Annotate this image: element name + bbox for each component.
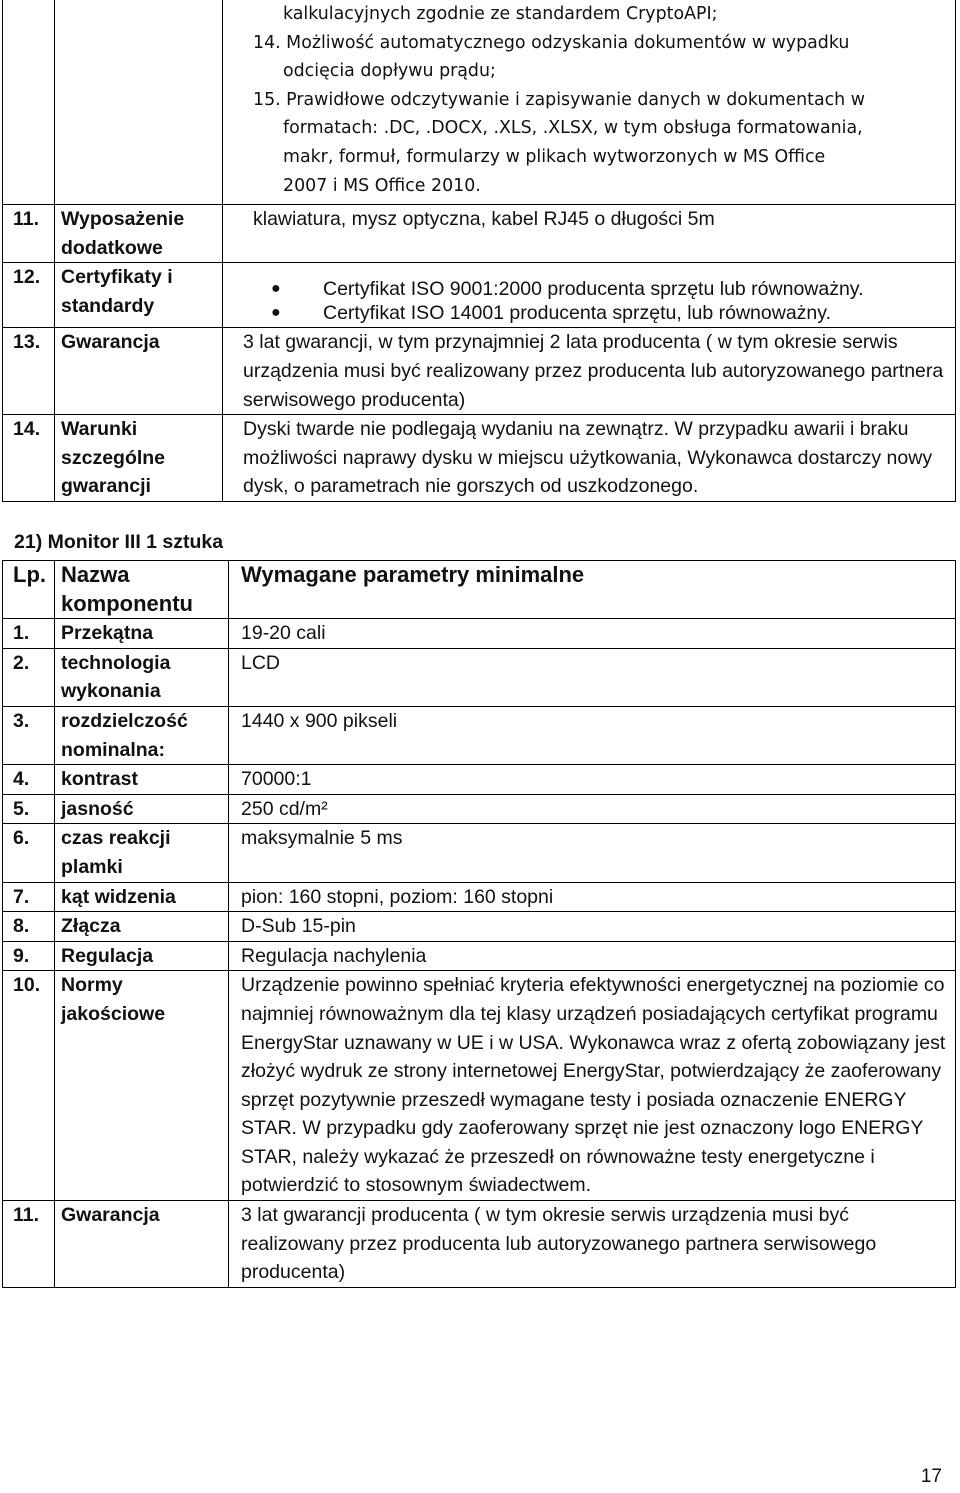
- bullet-icon: ●: [271, 304, 281, 322]
- row-value: 3 lat gwarancji producenta ( w tym okresie serwis urządzenia musi być realizowany przez producenta lub autoryzowanego partnera serwisowego producenta): [229, 1201, 956, 1288]
- row-name: Gwarancja: [55, 1201, 229, 1288]
- page-number: 17: [920, 1466, 942, 1487]
- text-line: formatach: .DC, .DOCX, .XLS, .XLSX, w tym obsługa formatowania,: [283, 118, 863, 139]
- row-number: 13.: [3, 328, 55, 415]
- table-row: [3, 619, 956, 649]
- text-line: makr, formuł, formularzy w plikach wytworzonych w MS Office: [283, 146, 826, 167]
- row-name: jasność: [55, 794, 229, 824]
- table-header-row: [3, 561, 956, 619]
- table-row: [3, 882, 956, 912]
- section-title: 21) Monitor III 1 sztuka: [14, 531, 224, 553]
- row-name: rozdzielczość nominalna:: [55, 706, 229, 764]
- row-name: Gwarancja: [55, 328, 223, 415]
- table-row: [3, 912, 956, 942]
- row-value: 1440 x 900 pikseli: [229, 706, 956, 764]
- row-value: 19-20 cali: [229, 619, 956, 649]
- row-value: 250 cd/m²: [229, 794, 956, 824]
- row-number: 14.: [3, 415, 55, 502]
- row-number: 8.: [3, 912, 55, 942]
- certificate-list: [253, 263, 951, 327]
- empty-num-cell: [3, 0, 55, 205]
- row-name: Złącza: [55, 912, 229, 942]
- table-row: [3, 794, 956, 824]
- header-requirements: Wymagane parametry minimalne: [229, 561, 956, 619]
- row-value: [223, 263, 956, 328]
- row-value: klawiatura, mysz optyczna, kabel RJ45 o długości 5m: [223, 205, 956, 263]
- row-number: 1.: [3, 619, 55, 649]
- row-number: 11.: [3, 1201, 55, 1288]
- header-name: Nazwa komponentu: [55, 561, 229, 619]
- row-number: 2.: [3, 648, 55, 706]
- row-value: Urządzenie powinno spełniać kryteria efektywności energetycznej na poziomie co najmniej równoważnym dla tej klasy urządzeń posiadających certyfikat programu EnergyStar uznawany w UE i w USA. Wykonawca wraz z ofertą zobowiązany jest złożyć wydruk ze strony internetowej EnergyStar, potwierdzający że zaoferowany sprzęt pozytywnie przeszedł wymagane testy i posiada oznaczenie ENERGY STAR. W przypadku gdy zaoferowany sprzęt nie jest oznaczony logo ENERGY STAR, należy wykazać że przeszedł on równoważne testy energetyczne i potwierdzić to stosownym świadectwem.: [229, 971, 956, 1201]
- row-name: Przekątna: [55, 619, 229, 649]
- row-value: pion: 160 stopni, poziom: 160 stopni: [229, 882, 956, 912]
- monitor-spec-table: [2, 560, 956, 1288]
- row-name: czas reakcji plamki: [55, 824, 229, 882]
- row-number: 3.: [3, 706, 55, 764]
- row-value: 3 lat gwarancji, w tym przynajmniej 2 lata producenta ( w tym okresie serwis urządzenia musi być realizowany przez producenta lub autoryzowanego partnera serwisowego producenta): [223, 328, 956, 415]
- row-number: 4.: [3, 765, 55, 795]
- text-line: 15. Prawidłowe odczytywanie i zapisywanie danych w dokumentach w: [253, 89, 865, 110]
- row-number: 5.: [3, 794, 55, 824]
- table-row: [3, 706, 956, 764]
- row-number: 10.: [3, 971, 55, 1201]
- table-row: [3, 765, 956, 795]
- table-row: [3, 971, 956, 1201]
- table-row: [3, 205, 956, 263]
- row-value: maksymalnie 5 ms: [229, 824, 956, 882]
- list-item-text: Certyfikat ISO 14001 producenta sprzętu, lub równoważny.: [323, 302, 831, 325]
- empty-name-cell: [55, 0, 223, 205]
- row-name: Regulacja: [55, 941, 229, 971]
- list-item-text: Certyfikat ISO 9001:2000 producenta sprzętu lub równoważny.: [323, 278, 864, 301]
- spec-table-continued: [2, 0, 956, 502]
- table-row: [3, 648, 956, 706]
- row-name: kąt widzenia: [55, 882, 229, 912]
- row-name: kontrast: [55, 765, 229, 795]
- table-row: [3, 263, 956, 328]
- row-value: Regulacja nachylenia: [229, 941, 956, 971]
- text-line: kalkulacyjnych zgodnie ze standardem CryptoAPI;: [283, 4, 718, 24]
- bullet-icon: ●: [271, 280, 281, 298]
- row-name: Wyposażenie dodatkowe: [55, 205, 223, 263]
- row-name: Certyfikaty i standardy: [55, 263, 223, 328]
- row-number: 9.: [3, 941, 55, 971]
- row-value: D-Sub 15-pin: [229, 912, 956, 942]
- table-row: [3, 0, 956, 205]
- continuation-cell: [223, 0, 956, 205]
- table-row: [3, 1201, 956, 1288]
- list-item: [253, 301, 951, 325]
- table-row: [3, 941, 956, 971]
- row-name: technologia wykonania: [55, 648, 229, 706]
- row-number: 11.: [3, 205, 55, 263]
- table-row: [3, 328, 956, 415]
- text-line: odcięcia dopływu prądu;: [283, 61, 496, 82]
- table-row: [3, 415, 956, 502]
- table-row: [3, 824, 956, 882]
- list-item: [253, 277, 951, 301]
- row-number: 7.: [3, 882, 55, 912]
- text-line: 2007 i MS Office 2010.: [283, 175, 481, 196]
- header-lp: Lp.: [3, 561, 55, 619]
- row-number: 6.: [3, 824, 55, 882]
- row-value: 70000:1: [229, 765, 956, 795]
- row-number: 12.: [3, 263, 55, 328]
- row-value: LCD: [229, 648, 956, 706]
- row-name: Warunki szczególne gwarancji: [55, 415, 223, 502]
- text-line: 14. Możliwość automatycznego odzyskania dokumentów w wypadku: [253, 32, 850, 53]
- row-name: Normy jakościowe: [55, 971, 229, 1201]
- row-value: Dyski twarde nie podlegają wydaniu na zewnątrz. W przypadku awarii i braku możliwości naprawy dysku w miejscu użytkowania, Wykonawca dostarczy nowy dysk, o parametrach nie gorszych od uszkodzonego.: [223, 415, 956, 502]
